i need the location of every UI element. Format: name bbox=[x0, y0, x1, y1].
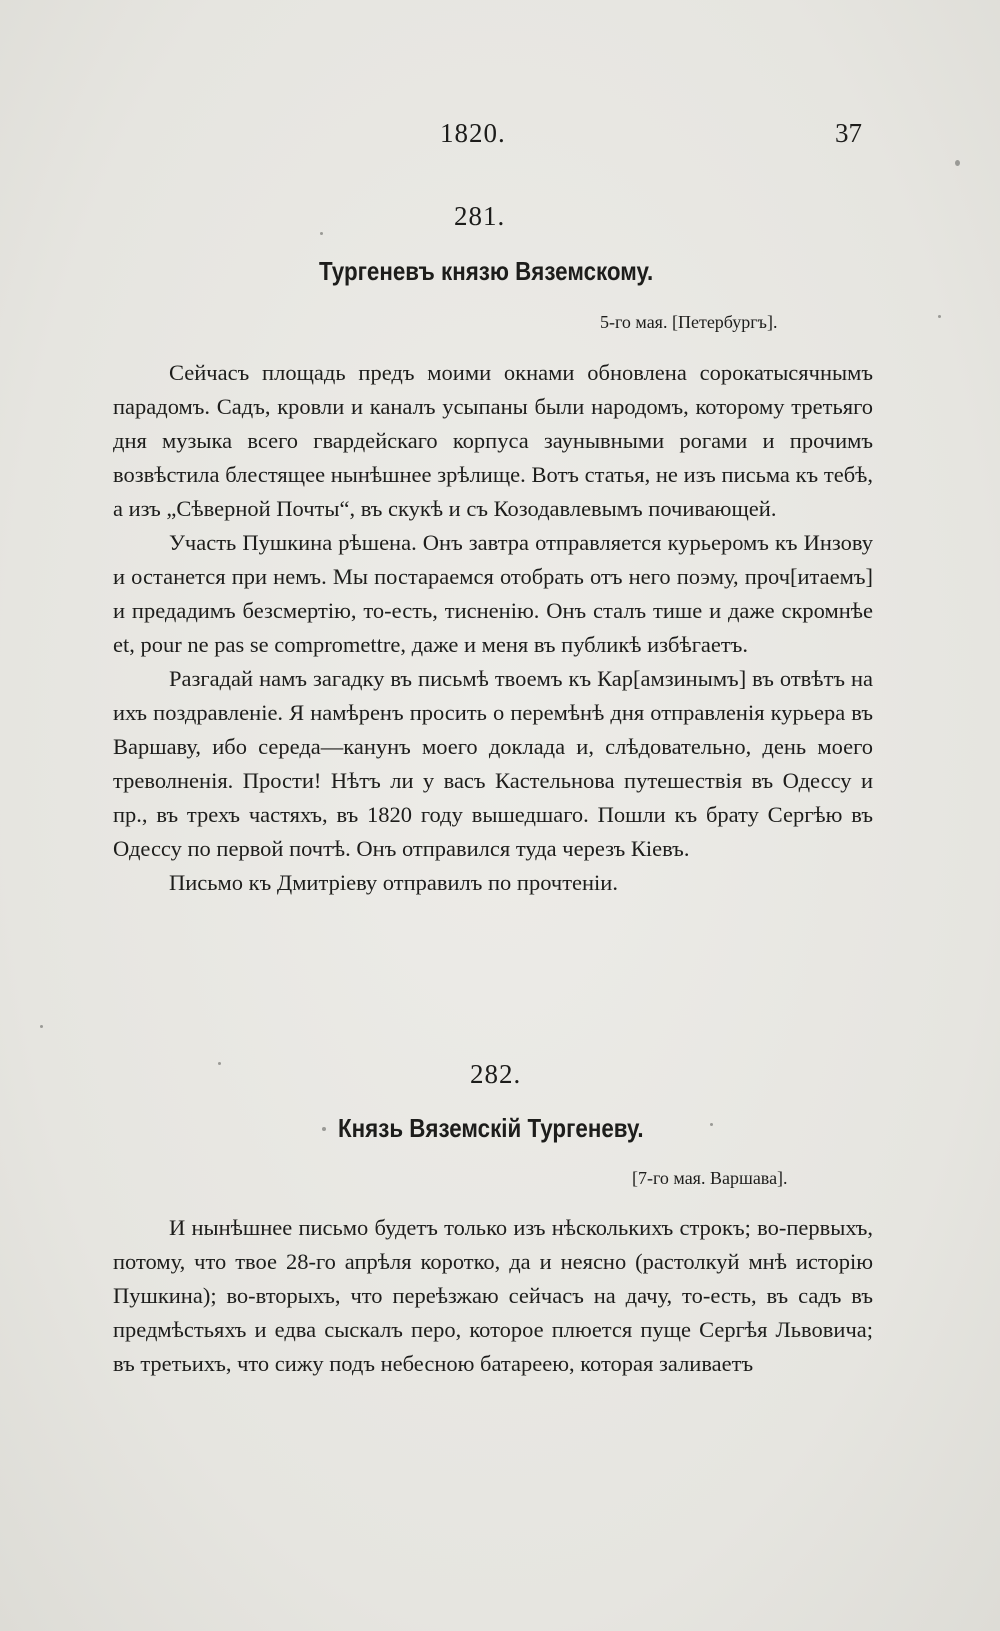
paragraph: Участь Пушкина рѣшена. Онъ завтра отправляется курьеромъ къ Инзову и останется при немъ. Мы постараемся отобрать отъ него поэму, проч[итаемъ] и предадимъ безсмертію, то-есть, тисненію. Онъ сталъ тише и даже скромнѣе et, pour ne pas se compromettre, даже и меня въ публикѣ избѣгаетъ. bbox=[113, 530, 873, 657]
paragraph: Письмо къ Дмитріеву отправилъ по прочтеніи. bbox=[169, 870, 618, 895]
scan-speck bbox=[40, 1025, 43, 1028]
letter-date-282: [7-го мая. Варшава]. bbox=[632, 1168, 788, 1188]
letter-title-281: Тургеневъ князю Вяземскому. bbox=[319, 256, 654, 286]
running-header-year: 1820. bbox=[440, 118, 506, 148]
letter-number-281: 281. bbox=[454, 201, 506, 231]
scan-speck bbox=[320, 232, 323, 235]
letter-date-281: 5-го мая. [Петербургъ]. bbox=[600, 312, 778, 332]
letter-body-282 bbox=[113, 1211, 873, 1381]
letter-title-282: Князь Вяземскій Тургеневу. bbox=[338, 1113, 644, 1143]
scan-speck bbox=[955, 160, 960, 166]
letter-number-282: 282. bbox=[470, 1059, 522, 1089]
page-number: 37 bbox=[835, 118, 862, 148]
paragraph: Разгадай намъ загадку въ письмѣ твоемъ къ Кар[амзинымъ] въ отвѣтъ на ихъ поздравленіе. Я намѣренъ просить о перемѣнѣ дня отправленія курьера въ Варшаву, ибо середа—канунъ моего доклада и, слѣдовательно, день моего треволненія. Прости! Нѣтъ ли у васъ Кастельнова путешествія въ Одессу и пр., въ трехъ частяхъ, въ 1820 году вышедшаго. Пошли къ брату Сергѣю въ Одессу по первой почтѣ. Онъ отправился туда черезъ Кіевъ. bbox=[113, 666, 873, 861]
scan-speck bbox=[710, 1123, 713, 1126]
scan-speck bbox=[322, 1127, 326, 1131]
letter-body-281 bbox=[113, 356, 873, 900]
paragraph: Сейчасъ площадь предъ моими окнами обновлена сорокатысячнымъ парадомъ. Садъ, кровли и каналъ усыпаны были народомъ, которому третьяго дня музыка всего гвардейскаго корпуса заунывными рогами и прочимъ возвѣстила блестящее нынѣшнее зрѣлище. Вотъ статья, не изъ письма къ тебѣ, а изъ „Сѣверной Почты“, въ скукѣ и съ Козодавлевымъ почивающей. bbox=[113, 360, 873, 521]
paragraph: И нынѣшнее письмо будетъ только изъ нѣсколькихъ строкъ; во-первыхъ, потому, что твое 28-го апрѣля коротко, да и неясно (растолкуй мнѣ исторію Пушкина); во-вторыхъ, что переѣзжаю сейчасъ на дачу, то-есть, въ садъ въ предмѣстьяхъ и едва сыскалъ перо, которое плюется пуще Сергѣя Львовича; въ третьихъ, что сижу подъ небесною батареею, которая заливаетъ bbox=[113, 1215, 873, 1376]
scan-speck bbox=[218, 1062, 221, 1065]
scan-speck bbox=[938, 315, 941, 318]
